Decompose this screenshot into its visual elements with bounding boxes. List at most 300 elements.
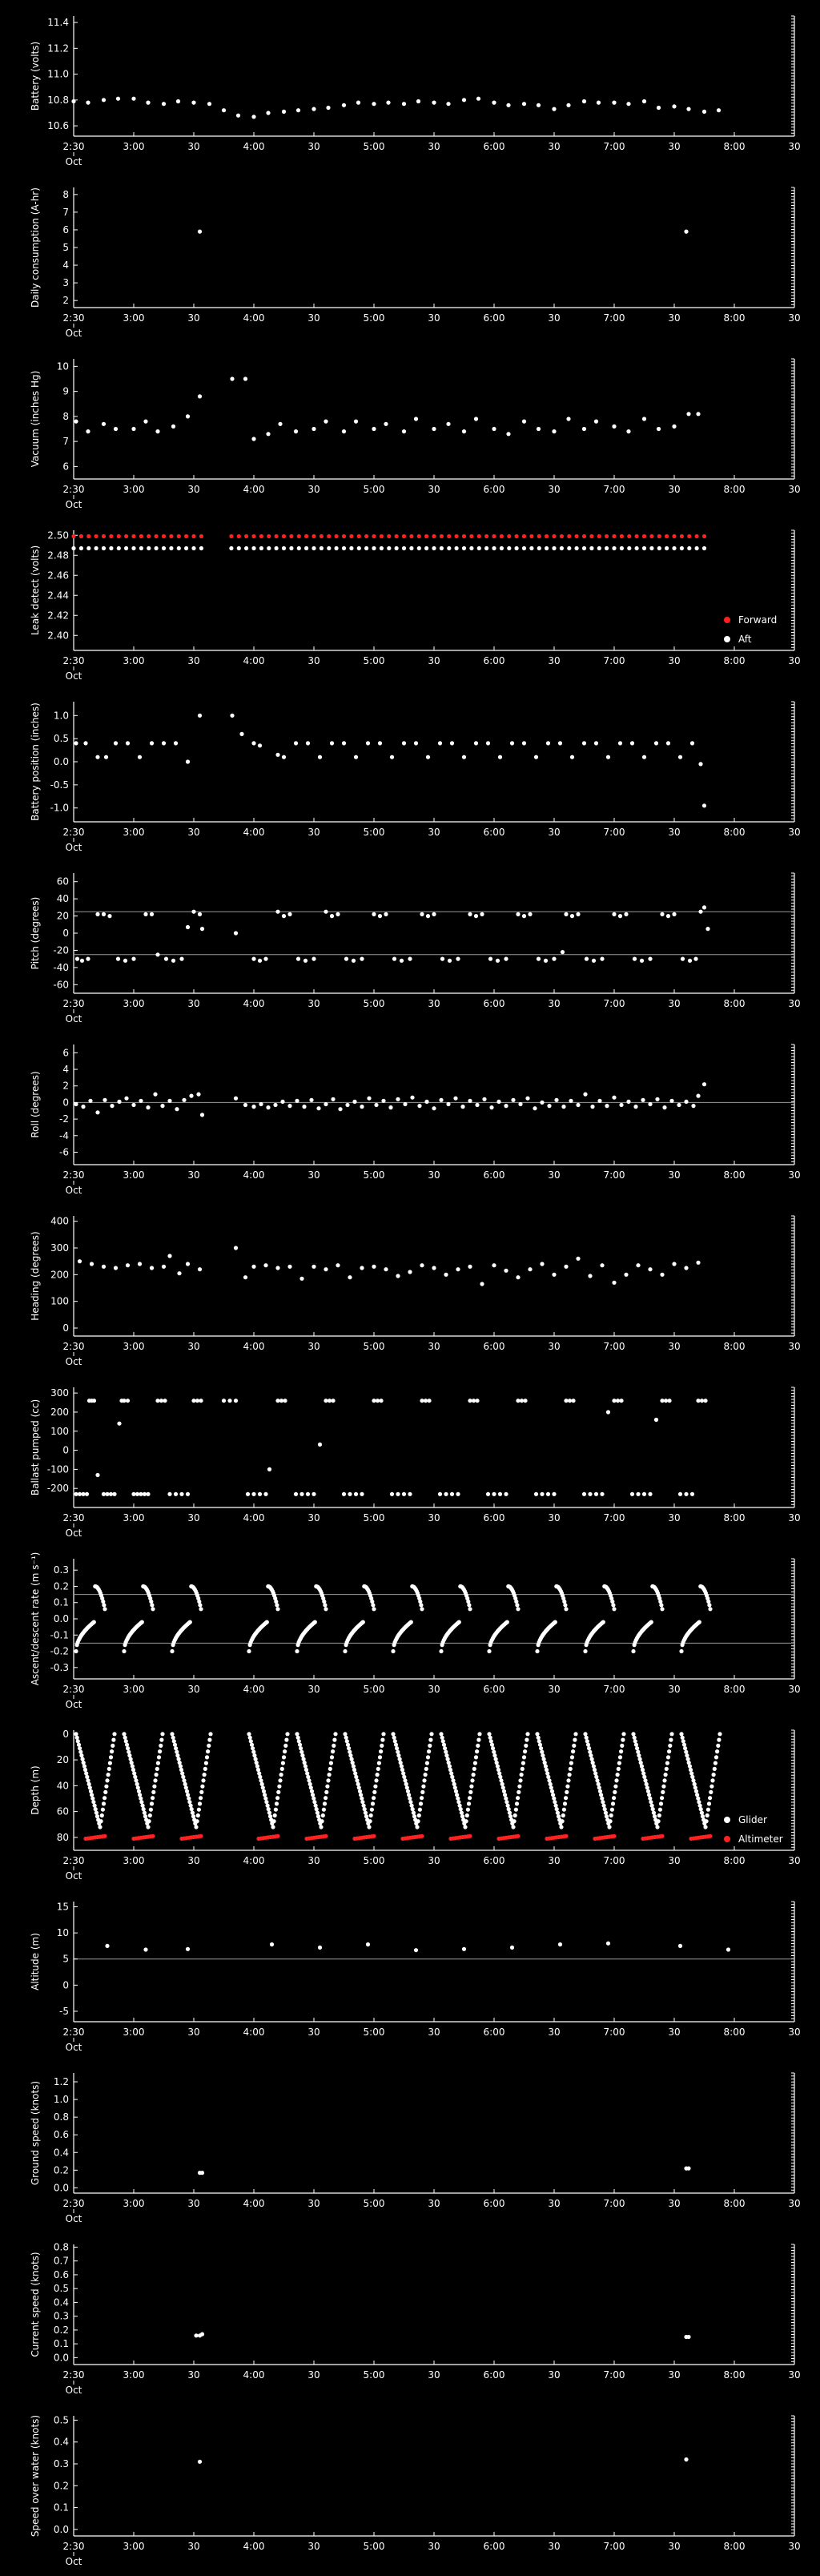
data-point — [418, 1600, 422, 1604]
data-point — [393, 1739, 397, 1743]
data-point — [95, 1110, 99, 1114]
data-point — [466, 1600, 470, 1604]
data-point — [447, 546, 451, 550]
data-point — [468, 1607, 472, 1611]
data-point — [662, 1105, 666, 1109]
data-point — [326, 1778, 330, 1782]
data-point — [703, 1825, 707, 1829]
date-label: Oct — [65, 1870, 82, 1882]
data-point — [589, 534, 593, 538]
x-tick-label: 7:00 — [603, 2198, 625, 2209]
data-point — [313, 1620, 317, 1624]
legend-label: Altimeter — [738, 1833, 783, 1845]
x-tick-label: 3:00 — [123, 1169, 145, 1181]
data-point — [131, 1103, 135, 1107]
data-point — [419, 1603, 423, 1607]
data-point — [618, 741, 622, 745]
data-point — [112, 1732, 116, 1736]
data-point — [146, 1492, 150, 1496]
data-point — [94, 1807, 98, 1811]
data-point — [149, 1600, 153, 1604]
data-point — [320, 534, 324, 538]
x-tick-label: 4:00 — [243, 655, 265, 666]
data-point — [688, 959, 692, 963]
y-axis-label: Heading (degrees) — [30, 1231, 41, 1321]
data-point — [607, 1825, 611, 1829]
data-point — [590, 1757, 594, 1761]
data-point — [349, 534, 353, 538]
data-point — [417, 534, 421, 538]
data-point — [409, 534, 413, 538]
data-point — [594, 420, 598, 424]
data-point — [417, 1813, 421, 1817]
data-point — [546, 741, 550, 745]
data-point — [522, 741, 526, 745]
data-point — [582, 99, 586, 103]
data-point — [102, 422, 106, 426]
data-point — [552, 107, 556, 111]
data-point — [590, 1105, 594, 1109]
data-point — [251, 546, 255, 550]
data-point — [619, 1399, 623, 1403]
data-point — [496, 1764, 500, 1768]
data-point — [274, 1808, 278, 1812]
data-point — [194, 2333, 198, 2337]
x-tick-label: 30 — [668, 1169, 681, 1181]
data-point — [567, 546, 571, 550]
y-tick-label: 2.42 — [47, 610, 69, 622]
data-point — [251, 1105, 255, 1109]
x-tick-label: 30 — [428, 998, 440, 1009]
data-point — [450, 1492, 454, 1496]
data-point — [715, 1749, 719, 1753]
data-point — [576, 1103, 580, 1107]
data-point — [492, 546, 496, 550]
data-point — [696, 1261, 700, 1265]
data-point — [520, 1773, 524, 1777]
data-point — [107, 1773, 111, 1777]
data-point — [475, 1103, 479, 1107]
data-point — [391, 1732, 395, 1736]
data-point — [143, 1811, 147, 1815]
data-point — [520, 1399, 524, 1403]
data-point — [347, 1746, 351, 1750]
data-point — [612, 912, 616, 916]
data-point — [331, 1399, 335, 1403]
data-point — [462, 429, 466, 433]
x-tick-label: 30 — [308, 484, 320, 495]
data-point — [198, 394, 202, 398]
data-point — [446, 1757, 450, 1761]
data-point — [432, 912, 436, 916]
x-tick-label: 30 — [788, 1169, 801, 1181]
x-tick-label: 5:00 — [363, 312, 385, 324]
data-point — [408, 1797, 412, 1801]
data-point — [460, 1105, 464, 1109]
data-point — [384, 1267, 388, 1271]
data-point — [131, 534, 135, 538]
data-point — [316, 1814, 320, 1818]
data-point — [684, 2457, 688, 2461]
data-point — [637, 1753, 641, 1757]
legend-label: Forward — [738, 614, 778, 626]
data-point — [456, 957, 460, 961]
y-tick-label: 0.0 — [53, 2523, 69, 2535]
data-point — [467, 1801, 471, 1805]
data-point — [270, 1942, 274, 1946]
data-point — [179, 957, 183, 961]
data-point — [275, 546, 279, 550]
data-point — [275, 753, 279, 757]
data-point — [146, 101, 150, 105]
data-point — [105, 1778, 109, 1782]
data-point — [451, 1778, 455, 1782]
x-tick-label: 30 — [187, 2369, 200, 2381]
data-point — [139, 1099, 143, 1103]
x-tick-label: 30 — [428, 827, 440, 838]
y-tick-label: 0.5 — [53, 733, 69, 745]
data-point — [148, 1813, 152, 1817]
data-point — [513, 1813, 517, 1817]
data-point — [352, 959, 356, 963]
data-point — [377, 1761, 381, 1765]
x-tick-label: 30 — [187, 2198, 200, 2209]
x-tick-label: 30 — [308, 312, 320, 324]
data-point — [299, 1277, 303, 1281]
data-point — [175, 1107, 179, 1111]
data-point — [266, 111, 270, 115]
data-point — [243, 1103, 247, 1107]
data-point — [338, 1107, 342, 1111]
x-tick-label: 8:00 — [723, 655, 746, 666]
data-point — [86, 1778, 90, 1782]
chart-altitude — [30, 1902, 801, 2053]
data-point — [90, 1262, 94, 1266]
data-point — [588, 1274, 592, 1278]
data-point — [122, 1732, 126, 1736]
data-point — [555, 1807, 559, 1811]
data-point — [616, 1773, 620, 1777]
data-point — [376, 1399, 380, 1403]
data-point — [414, 1948, 418, 1952]
data-point — [402, 534, 406, 538]
data-point — [222, 1399, 226, 1403]
x-tick-label: 7:00 — [603, 141, 625, 152]
data-point — [188, 1620, 192, 1624]
x-tick-label: 2:30 — [62, 827, 85, 838]
data-point — [296, 1736, 300, 1740]
data-point — [112, 1492, 116, 1496]
data-point — [612, 101, 616, 105]
y-tick-label: 2.44 — [47, 590, 69, 602]
data-point — [109, 1492, 113, 1496]
data-point — [374, 1103, 378, 1107]
data-point — [689, 1771, 693, 1775]
data-point — [501, 1785, 505, 1789]
data-point — [717, 1738, 721, 1742]
data-point — [643, 1778, 647, 1782]
data-point — [672, 912, 676, 916]
data-point — [569, 1099, 573, 1103]
data-point — [698, 910, 702, 914]
data-point — [490, 1743, 494, 1747]
data-point — [612, 1796, 616, 1800]
y-tick-label: 0.4 — [53, 2296, 69, 2308]
data-point — [401, 1771, 405, 1775]
data-point — [108, 1761, 112, 1765]
data-point — [280, 1767, 284, 1771]
data-point — [447, 534, 451, 538]
data-point — [195, 1819, 199, 1823]
data-point — [81, 1757, 85, 1761]
data-point — [299, 1492, 303, 1496]
data-point — [516, 1275, 520, 1279]
chart-ascent-descent-rate — [30, 1552, 801, 1710]
data-point — [573, 1732, 577, 1736]
data-point — [657, 427, 661, 431]
x-tick-label: 30 — [788, 1512, 801, 1523]
data-point — [74, 741, 78, 745]
data-point — [358, 1789, 362, 1793]
data-point — [78, 1492, 82, 1496]
data-point — [424, 1100, 428, 1104]
data-point — [687, 1761, 691, 1765]
data-point — [157, 1755, 161, 1759]
data-point — [586, 1743, 590, 1747]
data-point — [328, 1767, 332, 1771]
y-axis-label: Ground speed (knots) — [30, 2080, 41, 2186]
data-point — [495, 1761, 499, 1765]
data-point — [504, 1492, 508, 1496]
data-point — [190, 1807, 194, 1811]
data-point — [421, 1785, 425, 1789]
data-point — [178, 1761, 182, 1765]
data-point — [497, 1771, 501, 1775]
data-point — [415, 1825, 419, 1829]
data-point — [426, 755, 430, 759]
data-point — [295, 1649, 299, 1653]
data-point — [474, 741, 478, 745]
x-tick-label: 30 — [428, 484, 440, 495]
data-point — [117, 534, 121, 538]
data-point — [122, 1649, 126, 1653]
x-tick-label: 4:00 — [243, 2027, 265, 2038]
y-tick-label: 0.5 — [53, 2283, 69, 2295]
data-point — [556, 1811, 560, 1815]
data-point — [535, 1732, 539, 1736]
data-point — [480, 912, 484, 916]
data-point — [564, 1399, 568, 1403]
data-point — [448, 1768, 452, 1772]
data-point — [649, 1620, 653, 1624]
data-point — [155, 429, 159, 433]
data-point — [420, 1834, 424, 1838]
data-point — [462, 755, 466, 759]
x-tick-label: 3:00 — [123, 2369, 145, 2381]
x-tick-label: 30 — [428, 655, 440, 666]
data-point — [200, 2171, 204, 2175]
x-tick-label: 2:30 — [62, 484, 85, 495]
data-point — [167, 1492, 171, 1496]
data-point — [162, 1265, 166, 1269]
data-point — [372, 1796, 376, 1800]
x-tick-label: 7:00 — [603, 998, 625, 1009]
data-point — [534, 1492, 538, 1496]
data-point — [462, 98, 466, 102]
x-tick-label: 2:30 — [62, 141, 85, 152]
data-point — [331, 1749, 335, 1753]
data-point — [378, 741, 382, 745]
data-point — [616, 1399, 620, 1403]
data-point — [641, 1771, 645, 1775]
data-point — [324, 1267, 328, 1271]
data-point — [239, 732, 243, 736]
data-point — [528, 1267, 532, 1271]
data-point — [275, 534, 279, 538]
data-point — [356, 1782, 360, 1786]
data-point — [496, 1100, 500, 1104]
data-point — [516, 1834, 520, 1838]
data-point — [515, 1603, 519, 1607]
data-point — [155, 534, 159, 538]
data-point — [604, 1811, 608, 1815]
data-point — [131, 546, 135, 550]
data-point — [360, 957, 364, 961]
x-tick-label: 30 — [668, 1684, 681, 1695]
data-point — [342, 1492, 346, 1496]
data-point — [708, 1834, 712, 1838]
data-point — [698, 762, 702, 766]
data-point — [200, 1785, 204, 1789]
x-tick-label: 5:00 — [363, 141, 385, 152]
data-point — [83, 741, 87, 745]
data-point — [467, 1603, 471, 1607]
data-point — [295, 1732, 299, 1736]
data-point — [175, 1753, 179, 1757]
data-point — [660, 912, 664, 916]
data-point — [169, 546, 173, 550]
x-tick-label: 30 — [428, 141, 440, 152]
data-point — [100, 1813, 104, 1817]
data-point — [444, 1273, 448, 1277]
data-point — [533, 1106, 537, 1110]
x-tick-label: 8:00 — [723, 827, 746, 838]
data-point — [127, 1750, 131, 1754]
data-point — [344, 1736, 348, 1740]
data-point — [360, 1797, 364, 1801]
data-point — [198, 2460, 202, 2464]
x-tick-label: 2:30 — [62, 1169, 85, 1181]
y-tick-label: 0.3 — [53, 1564, 69, 1576]
data-point — [568, 1399, 572, 1403]
data-point — [343, 1649, 347, 1653]
x-tick-label: 30 — [187, 484, 200, 495]
data-point — [376, 1773, 380, 1777]
data-point — [92, 1399, 96, 1403]
data-point — [312, 107, 316, 111]
data-point — [468, 912, 472, 916]
data-point — [380, 546, 384, 550]
data-point — [102, 1834, 107, 1838]
x-tick-label: 30 — [187, 2541, 200, 2552]
data-point — [633, 1736, 637, 1740]
y-axis-label: Ascent/descent rate (m s⁻¹) — [30, 1552, 41, 1686]
data-point — [474, 417, 478, 421]
data-point — [621, 1738, 625, 1742]
y-tick-label: 0.7 — [53, 2255, 69, 2267]
data-point — [342, 534, 346, 538]
legend-label: Aft — [738, 634, 752, 645]
y-tick-label: 15 — [56, 1901, 69, 1913]
data-point — [686, 412, 690, 416]
data-point — [696, 412, 700, 416]
data-point — [605, 1104, 609, 1108]
data-point — [171, 425, 175, 429]
data-point — [564, 1265, 568, 1269]
data-point — [424, 1399, 428, 1403]
date-label: Oct — [65, 2556, 82, 2567]
data-point — [718, 1732, 722, 1736]
data-point — [348, 1753, 352, 1757]
data-point — [199, 1399, 203, 1403]
data-point — [135, 1782, 139, 1786]
data-point — [606, 1410, 610, 1414]
data-point — [448, 1764, 452, 1768]
data-point — [183, 1782, 187, 1786]
x-tick-label: 30 — [428, 1169, 440, 1181]
data-point — [243, 376, 247, 380]
data-point — [299, 1746, 303, 1750]
data-point — [246, 1492, 250, 1496]
data-point — [610, 1600, 614, 1604]
data-point — [667, 1399, 671, 1403]
x-tick-label: 7:00 — [603, 827, 625, 838]
data-point — [89, 1789, 93, 1793]
data-point — [289, 546, 293, 550]
data-point — [177, 546, 181, 550]
data-point — [164, 957, 168, 961]
y-tick-label: 0.3 — [53, 2458, 69, 2469]
data-point — [667, 1749, 671, 1753]
data-point — [552, 429, 556, 433]
data-point — [420, 912, 424, 916]
data-point — [162, 741, 166, 745]
data-point — [545, 534, 549, 538]
data-point — [283, 1744, 287, 1748]
data-point — [152, 1785, 156, 1789]
data-point — [568, 1773, 572, 1777]
data-point — [102, 1098, 107, 1102]
x-tick-label: 8:00 — [723, 2027, 746, 2038]
data-point — [525, 1097, 529, 1101]
data-point — [278, 422, 282, 426]
y-tick-label: 40 — [56, 893, 69, 905]
data-point — [402, 546, 406, 550]
data-point — [124, 534, 128, 538]
data-point — [706, 1600, 710, 1604]
data-point — [263, 957, 267, 961]
legend-marker — [724, 636, 730, 642]
data-point — [345, 1103, 349, 1107]
data-point — [364, 534, 368, 538]
data-point — [405, 1785, 409, 1789]
x-tick-label: 30 — [788, 2198, 801, 2209]
data-point — [468, 1834, 472, 1838]
data-point — [356, 101, 360, 105]
x-tick-label: 4:00 — [243, 1855, 265, 1866]
x-tick-label: 2:30 — [62, 655, 85, 666]
data-point — [153, 1778, 157, 1782]
